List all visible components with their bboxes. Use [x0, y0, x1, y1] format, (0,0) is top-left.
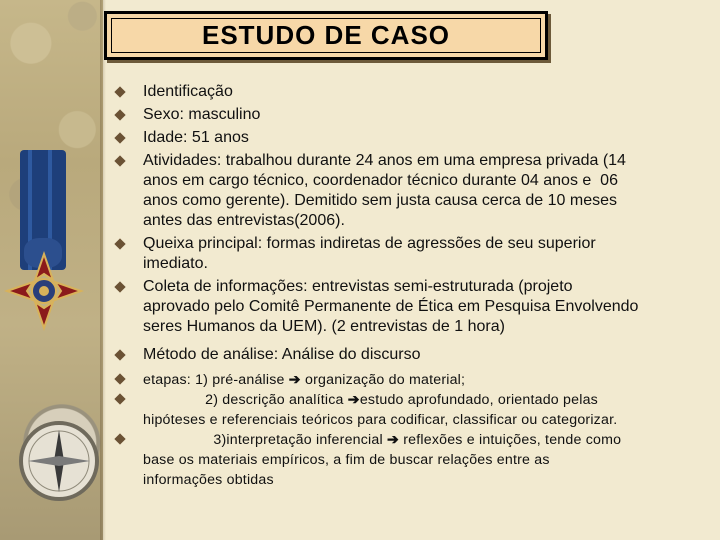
list-item-text: Sexo: masculino	[143, 106, 261, 123]
list-item-text: seres Humanos da UEM). (2 entrevistas de 1 hora)	[143, 318, 505, 335]
step-text: reflexões e intuições, tende como	[399, 432, 622, 448]
step-line	[143, 370, 716, 390]
list-item-text: Método de análise: Análise do discurso	[143, 346, 421, 363]
right-arrow-icon: ➔	[347, 392, 360, 408]
step-text: organização do material;	[300, 372, 466, 388]
list-item	[116, 105, 716, 125]
list-item	[116, 345, 716, 365]
list-item-step-2	[116, 390, 716, 430]
step-text: estudo aprofundado, orientado pelas	[359, 392, 598, 408]
list-item-text: aprovado pelo Comitê Permanente de Ética em Pesquisa Envolvendo	[143, 298, 639, 315]
list-item-step-1	[116, 370, 716, 390]
list-item-text: Idade: 51 anos	[143, 129, 249, 146]
diamond-bullet-icon	[114, 433, 125, 444]
medal-icon	[3, 250, 85, 332]
step-text: informações obtidas	[143, 472, 274, 488]
step-line	[143, 430, 716, 450]
list-item	[116, 277, 716, 337]
diamond-bullet-icon	[114, 393, 125, 404]
list-item	[116, 128, 716, 148]
step-line	[143, 390, 716, 410]
step-text: base os materiais empíricos, a fim de buscar relações entre as	[143, 452, 550, 468]
list-item-text: Coleta de informações: entrevistas semi-estruturada (projeto	[143, 278, 573, 295]
step-text: hipóteses e referenciais teóricos para codificar, classificar ou categorizar.	[143, 412, 618, 428]
page-title: ESTUDO DE CASO	[201, 20, 451, 50]
list-item-text: anos como gerente). Demitido sem justa causa cerca de 10 meses	[143, 192, 618, 209]
compass-icon	[16, 418, 102, 504]
decorative-side-image	[0, 0, 103, 540]
diamond-bullet-icon	[114, 132, 125, 143]
diamond-bullet-icon	[114, 155, 125, 166]
diamond-bullet-icon	[114, 86, 125, 97]
diamond-bullet-icon	[114, 281, 125, 292]
list-item-step-3	[116, 430, 716, 490]
right-arrow-icon: ➔	[288, 372, 301, 388]
list-item-text: anos em cargo técnico, coordenador técnico durante 04 anos e 06	[143, 172, 618, 189]
content-list	[116, 82, 716, 490]
diamond-bullet-icon	[114, 349, 125, 360]
right-arrow-icon: ➔	[387, 432, 400, 448]
list-item-text: antes das entrevistas(2006).	[143, 212, 345, 229]
list-item-text: Queixa principal: formas indiretas de agressões de seu superior	[143, 235, 596, 252]
title-box	[104, 11, 548, 60]
side-shadow	[100, 0, 106, 540]
diamond-bullet-icon	[114, 109, 125, 120]
list-item-text: imediato.	[143, 255, 208, 272]
list-item-text: Atividades: trabalhou durante 24 anos em uma empresa privada (14	[143, 152, 626, 169]
diamond-bullet-icon	[114, 373, 125, 384]
list-item	[116, 234, 716, 274]
diamond-bullet-icon	[114, 238, 125, 249]
list-item	[116, 151, 716, 231]
list-item	[116, 82, 716, 102]
step-text: 2) descrição analítica	[143, 392, 348, 408]
step-text: 3)interpretação inferencial	[143, 432, 387, 448]
step-text: etapas: 1) pré-análise	[143, 372, 289, 388]
list-item-text: Identificação	[143, 83, 233, 100]
